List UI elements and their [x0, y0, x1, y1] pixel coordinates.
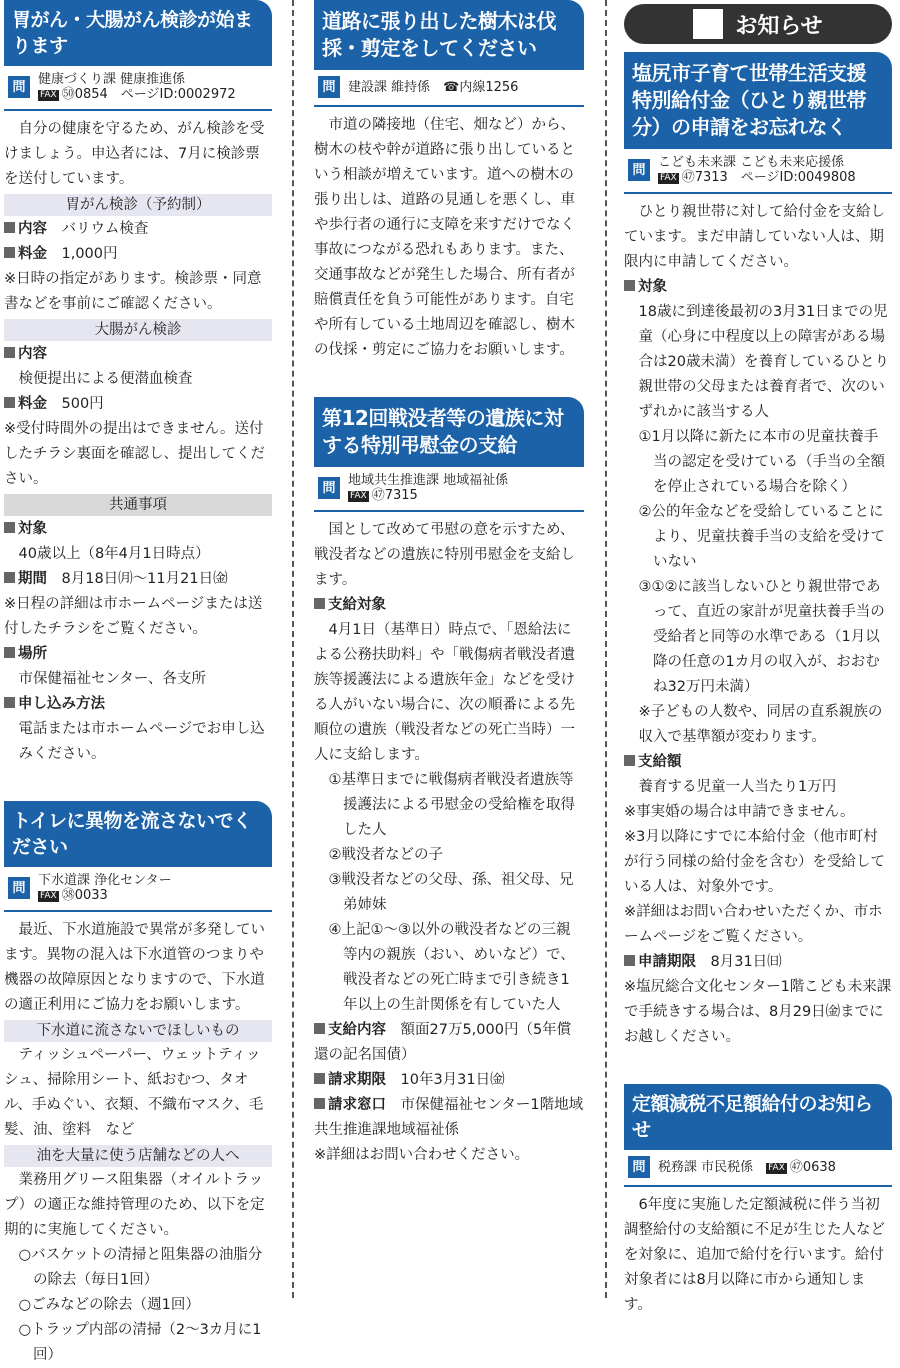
article-title: 定額減税不足額給付のお知らせ — [624, 1084, 892, 1150]
article-title: 塩尻市子育て世帯生活支援特別給付金（ひとり親世帯分）の申請をお忘れなく — [624, 52, 892, 149]
list-item: ○トラップ内部の清掃（2〜3カ月に1回） — [18, 1322, 262, 1363]
department: こども未来課 こども未来応援係 — [658, 155, 845, 170]
square-bullet-icon — [314, 598, 325, 609]
subheading: 大腸がん検診 — [4, 319, 272, 341]
detail-value: 電話または市ホームページでお申し込みください。 — [18, 721, 265, 762]
contact-info — [314, 467, 584, 512]
article-sewer — [4, 801, 272, 1368]
banner-square-icon — [693, 9, 723, 39]
detail-label: 対象 — [624, 275, 892, 300]
column-right — [624, 0, 892, 1318]
detail-label: 支給対象 — [314, 593, 584, 618]
contact-info — [624, 149, 892, 194]
article-childcare-benefit — [624, 52, 892, 1050]
square-bullet-icon — [4, 222, 15, 233]
note-text: ※日時の指定があります。検診票・同意書などを事前にご確認ください。 — [4, 271, 262, 312]
article-title: 胃がん・大腸がん検診が始まります — [4, 0, 272, 66]
list-item: ○バスケットの清掃と阻集器の油脂分の除去（毎日1回） — [18, 1247, 263, 1288]
note-text: ※3月以降にすでに本給付金（他市町村が行う同様の給付金を含む）を受給している人は、対象外です。 — [624, 829, 885, 895]
detail-row: 請求期限 10年3月31日㈮ — [314, 1068, 584, 1093]
detail-row: 内容 バリウム検査 — [4, 217, 272, 242]
list-item: ①1月以降に新たに本市の児童扶養手当の認定を受けている（手当の全額を停止されている場合を除く） — [638, 429, 885, 495]
detail-row: 料金 1,000円 — [4, 242, 272, 267]
inquiry-icon: 問 — [8, 877, 30, 899]
detail-label: 内容 — [4, 342, 272, 367]
body-text: ティッシュペーパー、ウェットティッシュ、掃除用シート、紙おむつ、タオル、手ぬぐい、衣類、不織布マスク、毛髪、油、塗料 など — [4, 1047, 264, 1138]
note-text: ※受付時間外の提出はできません。送付したチラシ裏面を確認し、提出してください。 — [4, 421, 265, 487]
detail-value: 検便提出による便潜血検査 — [18, 371, 193, 387]
inquiry-icon: 問 — [8, 76, 30, 98]
detail-value: 養育する児童一人当たり1万円 — [638, 779, 837, 795]
intro-text: 最近、下水道施設で異常が多発しています。異物の混入は下水道管のつまりや機器の故障原因となりますので、下水道の適正利用にご協力をお願いします。 — [4, 922, 265, 1013]
detail-row: 期間 8月18日㈪〜11月21日㈮ — [4, 567, 272, 592]
square-bullet-icon — [4, 522, 15, 533]
phone-number: ㊼7315 — [371, 488, 418, 503]
subheading: 油を大量に使う店舗などの人へ — [4, 1145, 272, 1167]
note-text: ※詳細はお問い合わせいただくか、市ホームページをご覧ください。 — [624, 904, 883, 945]
phone-page-id: ㊼7313 ページID:0049808 — [681, 170, 856, 185]
department: 下水道課 浄化センター — [38, 873, 172, 888]
body-text: 6年度に実施した定額減税に伴う当初調整給付の支給額に不足が生じた人などを対象に、追加で給付を行います。給付対象者には8月以降に市から通知します。 — [624, 1197, 885, 1313]
contact-info — [4, 867, 272, 912]
detail-row: 料金 500円 — [4, 392, 272, 417]
article-title: 道路に張り出した樹木は伐採・剪定をしてください — [314, 0, 584, 70]
phone-extension: ☎内線1256 — [443, 79, 519, 95]
subheading: 下水道に流さないでほしいもの — [4, 1020, 272, 1042]
list-item: ③①②に該当しないひとり親世帯であって、直近の家計が児童扶養手当の受給者と同等の水準である（1月以降の任意の1カ月の収入が、おおむね32万円未満） — [638, 579, 885, 695]
square-bullet-icon — [4, 647, 15, 658]
note-text: ※子どもの人数や、同居の直系親族の収入で基準額が変わります。 — [638, 704, 883, 745]
body-text: 業務用グリース阻集器（オイルトラップ）の適正な維持管理のため、以下を定期的に実施してください。 — [4, 1172, 265, 1238]
square-bullet-icon — [4, 697, 15, 708]
subheading: 共通事項 — [4, 494, 272, 516]
square-bullet-icon — [314, 1023, 325, 1034]
subheading: 胃がん検診（予約制） — [4, 194, 272, 216]
inquiry-icon: 問 — [628, 1156, 650, 1178]
contact-info — [4, 66, 272, 111]
department: 健康づくり課 健康推進係 — [38, 72, 186, 87]
phone-number: ㊼0638 — [789, 1159, 836, 1175]
note-text: ※事実婚の場合は申請できません。 — [624, 804, 855, 820]
detail-value: 4月1日（基準日）時点で、「恩給法による公務扶助料」や「戦傷病者戦没者遺族等援護法による遺族年金」などを受ける人がいない場合に、次の順番による先順位の遺族（戦没者などの死亡当時）一人に支給します。 — [314, 622, 575, 763]
detail-row: 申請期限 8月31日㈰ — [624, 950, 892, 975]
column-divider — [292, 0, 294, 1298]
department: 建設課 維持係 — [348, 79, 431, 95]
square-bullet-icon — [624, 955, 635, 966]
article-tax-reduction-benefit — [624, 1084, 892, 1318]
column-middle — [314, 0, 584, 1168]
article-trees — [314, 0, 584, 363]
article-title: 第12回戦没者等の遺族に対する特別弔慰金の支給 — [314, 397, 584, 467]
fax-icon: FAX — [350, 491, 367, 501]
inquiry-icon: 問 — [628, 159, 650, 181]
fax-icon: FAX — [660, 173, 677, 183]
list-item: ③戦没者などの父母、孫、祖父母、兄弟姉妹 — [328, 872, 574, 913]
detail-row: 請求窓口 市保健福祉センター1階地域共生推進課地域福祉係 — [314, 1097, 584, 1138]
fax-icon: FAX — [40, 891, 57, 901]
detail-label: 申し込み方法 — [4, 692, 272, 717]
column-divider — [605, 0, 607, 1298]
inquiry-icon: 問 — [318, 76, 340, 98]
intro-text: 自分の健康を守るため、がん検診を受けましょう。申込者には、7月に検診票を送付しています。 — [4, 121, 265, 187]
square-bullet-icon — [624, 755, 635, 766]
list-item: ①基準日までに戦傷病者戦没者遺族等援護法による弔慰金の受給権を取得した人 — [328, 772, 575, 838]
note-text: ※塩尻総合文化センター1階こども未来課で手続きする場合は、8月29日㈮までにお越しください。 — [624, 979, 892, 1045]
detail-value: 18歳に到達後最初の3月31日までの児童（心身に中程度以上の障害がある場合は20歳未満）を養育しているひとり親世帯の父母または養育者で、次のいずれかに該当する人 — [638, 304, 889, 420]
body-text: 市道の隣接地（住宅、畑など）から、樹木の枝や幹が道路に張り出しているという相談が増えています。道への樹木の張り出しは、道路の見通しを悪くし、車や歩行者の通行に支障を来すだけでなく事故につながる恐れもあります。また、交通事故などが発生した場合、所有者が賠償責任を負う可能性があります。自宅や所有している土地周辺を確認し、樹木の伐採・剪定にご協力をお願いします。 — [314, 117, 575, 358]
fax-icon: FAX — [768, 1162, 785, 1173]
square-bullet-icon — [4, 572, 15, 583]
list-item: ④上記①〜③以外の戦没者などの三親等内の親族（おい、めいなど）で、戦没者などの死亡時まで引き続き1年以上の生計関係を有していた人 — [328, 922, 575, 1013]
article-cancer-screening — [4, 0, 272, 767]
square-bullet-icon — [314, 1098, 325, 1109]
detail-row: 支給内容 額面27万5,000円（5年償還の記名国債） — [314, 1022, 572, 1063]
contact-info — [314, 70, 584, 107]
square-bullet-icon — [624, 280, 635, 291]
inquiry-icon: 問 — [318, 477, 340, 499]
phone-number: ㊳0033 — [61, 888, 108, 903]
square-bullet-icon — [4, 397, 15, 408]
notice-banner — [624, 4, 892, 44]
detail-label: 支給額 — [624, 750, 892, 775]
detail-label: 対象 — [4, 517, 272, 542]
list-item: ○ごみなどの除去（週1回） — [18, 1297, 200, 1313]
fax-icon: FAX — [40, 90, 57, 100]
list-item: ②公的年金などを受給していることにより、児童扶養手当の支給を受けていない — [638, 504, 885, 570]
banner-title: お知らせ — [735, 13, 823, 39]
square-bullet-icon — [314, 1073, 325, 1084]
contact-info — [624, 1150, 892, 1187]
article-title: トイレに異物を流さないでください — [4, 801, 272, 867]
department: 地域共生推進課 地域福祉係 — [348, 473, 509, 488]
department: 税務課 市民税係 — [658, 1159, 754, 1175]
note-text: ※日程の詳細は市ホームページまたは送付したチラシをご覧ください。 — [4, 596, 263, 637]
detail-value: 40歳以上（8年4月1日時点） — [18, 546, 210, 562]
note-text: ※詳細はお問い合わせください。 — [314, 1147, 530, 1163]
detail-value: 市保健福祉センター、各支所 — [18, 671, 206, 687]
phone-page-id: ㊿0854 ページID:0002972 — [61, 87, 236, 102]
square-bullet-icon — [4, 347, 15, 358]
article-condolence-money — [314, 397, 584, 1168]
intro-text: 国として改めて弔慰の意を示すため、戦没者などの遺族に特別弔慰金を支給します。 — [314, 522, 575, 588]
column-left — [4, 0, 272, 1368]
list-item: ②戦没者などの子 — [328, 847, 443, 863]
square-bullet-icon — [4, 247, 15, 258]
intro-text: ひとり親世帯に対して給付金を支給しています。まだ申請していない人は、期限内に申請してください。 — [624, 204, 885, 270]
detail-label: 場所 — [4, 642, 272, 667]
